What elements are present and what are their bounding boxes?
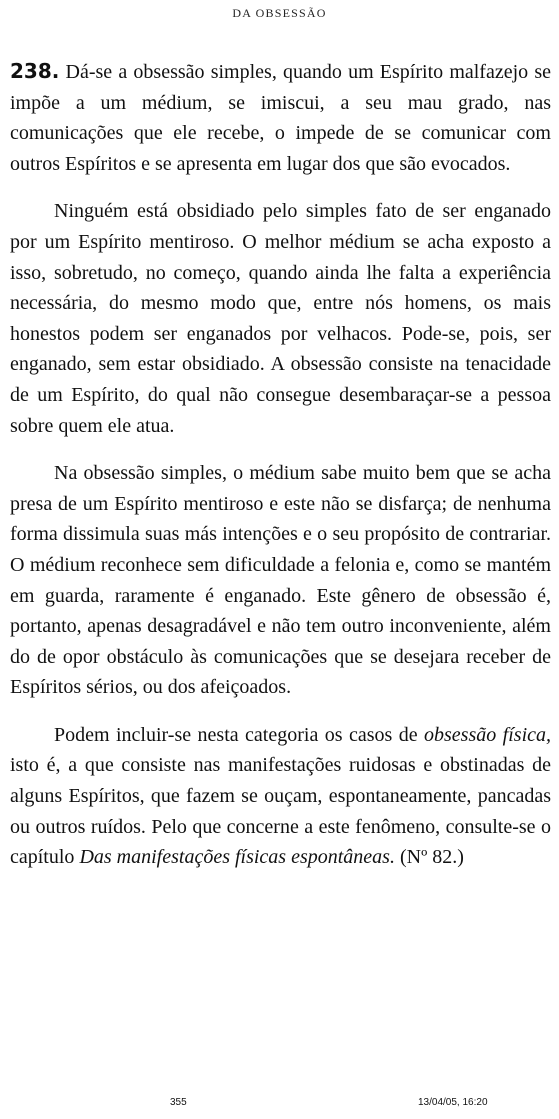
running-header-title: DA OBSESSÃO	[232, 6, 327, 20]
paragraph-number: 238.	[10, 59, 60, 83]
body-text	[10, 56, 551, 890]
paragraph-text: Podem incluir-se nesta categoria os casos de	[54, 723, 425, 746]
italic-term-obsessao-fisica: obsessão física,	[424, 723, 551, 746]
paragraph-4	[10, 720, 551, 873]
paragraph-text: Na obsessão simples, o médium sabe muito bem que se acha presa de um Espírito mentiroso e este não se disfarça; de nenhuma forma dissimula suas más intenções e o seu propósito de contrariar. O médium reconhece sem dificuldade a felonia e, como se mantém em guarda, raramente é enganado. Este gênero de obsessão é, portanto, apenas desagradável e não tem outro inconveniente, além do de opor obstáculo às comunicações que se desejara receber de Espíritos sérios, ou dos afeiçoados.	[10, 462, 551, 699]
italic-chapter-reference: Das manifestações físicas espontâneas.	[79, 846, 395, 869]
paragraph-text: (Nº 82.)	[394, 846, 464, 869]
paragraph-3	[10, 458, 551, 703]
footer-page-number: 355	[170, 1097, 187, 1108]
paragraph-238	[10, 56, 551, 179]
paragraph-2	[10, 196, 551, 441]
paragraph-text: Ninguém está obsidiado pelo simples fato de ser enganado por um Espírito mentiroso. O melhor médium se acha exposto a isso, sobretudo, no começo, quando ainda lhe falta a experiência necessária, do mesmo modo que, entre nós homens, os mais honestos podem ser enganados por velhacos. Pode-se, pois, ser enganado, sem estar obsidiado. A obsessão consiste na tenacidade de um Espírito, do qual não consegue desembaraçar-se a pessoa sobre quem ele atua.	[10, 200, 551, 437]
footer-timestamp: 13/04/05, 16:20	[418, 1097, 488, 1108]
paragraph-text: Dá-se a obsessão simples, quando um Espírito malfazejo se impõe a um médium, se imiscui, a seu mau grado, nas comunicações que ele recebe, o impede de se comunicar com outros Espíritos e se apresenta em lugar dos que são evocados.	[10, 61, 551, 175]
paragraph-text: isto é, a que consiste nas manifestações ruidosas e obstinadas de alguns Espíritos, que fazem se ouçam, espontaneamente, pancadas ou outros ruídos. Pelo que concerne a este fenômeno, consulte-se o capítulo	[10, 754, 551, 869]
